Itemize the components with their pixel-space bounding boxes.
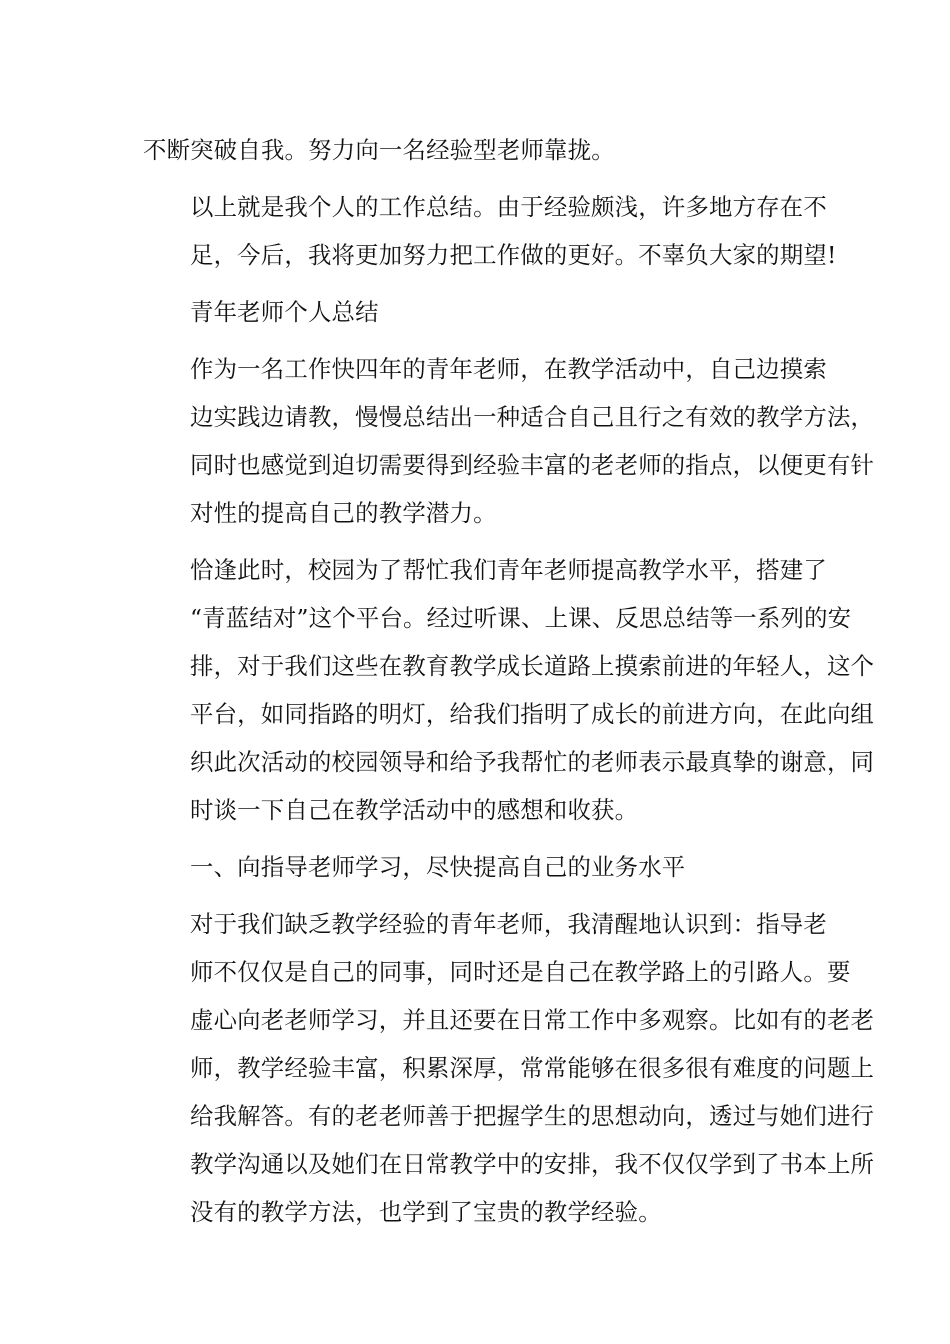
text-line: 排，对于我们这些在教育教学成长道路上摸索前进的年轻人，这个 xyxy=(190,652,875,680)
text-line: 对性的提高自己的教学潜力。 xyxy=(190,499,497,527)
text-line: 教学沟通以及她们在日常教学中的安排，我不仅仅学到了书本上所 xyxy=(190,1150,875,1178)
text-line: 时谈一下自己在教学活动中的感想和收获。 xyxy=(190,796,639,824)
document-body xyxy=(143,126,875,1236)
text-line: 边实践边请教，慢慢总结出一种适合自己且行之有效的教学方法， xyxy=(190,403,875,431)
paragraph-mentor xyxy=(143,900,875,1236)
text-line: 虚心向老老师学习，并且还要在日常工作中多观察。比如有的老老 xyxy=(190,1006,875,1034)
subsection-heading xyxy=(143,843,813,891)
text-line: 平台，如同指路的明灯，给我们指明了成长的前进方向，在此向组 xyxy=(190,700,875,728)
paragraph-intro xyxy=(143,345,875,537)
heading-text: 一、向指导老师学习，尽快提高自己的业务水平 xyxy=(190,853,686,881)
text-line: 不断突破自我。努力向一名经验型老师靠拢。 xyxy=(143,136,615,164)
paragraph-continuation xyxy=(143,126,813,174)
paragraph-conclusion xyxy=(143,183,837,279)
text-line: 织此次活动的校园领导和给予我帮忙的老师表示最真挚的谢意，同 xyxy=(190,748,875,776)
section-heading xyxy=(143,288,813,336)
text-line: “青蓝结对”这个平台。经过听课、上课、反思总结等一系列的安 xyxy=(190,604,852,632)
text-line: 没有的教学方法，也学到了宝贵的教学经验。 xyxy=(190,1198,662,1226)
text-line: 给我解答。有的老老师善于把握学生的思想动向，透过与她们进行 xyxy=(190,1102,875,1130)
text-line: 作为一名工作快四年的青年老师，在教学活动中，自己边摸索 xyxy=(190,355,827,383)
text-line: 对于我们缺乏教学经验的青年老师，我清醒地认识到：指导老 xyxy=(190,910,827,938)
paragraph-platform xyxy=(143,546,875,834)
text-line: 恰逢此时，校园为了帮忙我们青年老师提高教学水平，搭建了 xyxy=(190,556,827,584)
text-line: 足，今后，我将更加努力把工作做的更好。不辜负大家的期望! xyxy=(190,241,837,269)
text-line: 师，教学经验丰富，积累深厚，常常能够在很多很有难度的问题上 xyxy=(190,1054,875,1082)
text-line: 师不仅仅是自己的同事，同时还是自己在教学路上的引路人。要 xyxy=(190,958,851,986)
text-line: 以上就是我个人的工作总结。由于经验颇浅，许多地方存在不 xyxy=(190,193,827,221)
text-line: 同时也感觉到迫切需要得到经验丰富的老老师的指点，以便更有针 xyxy=(190,451,875,479)
heading-text: 青年老师个人总结 xyxy=(190,298,379,326)
